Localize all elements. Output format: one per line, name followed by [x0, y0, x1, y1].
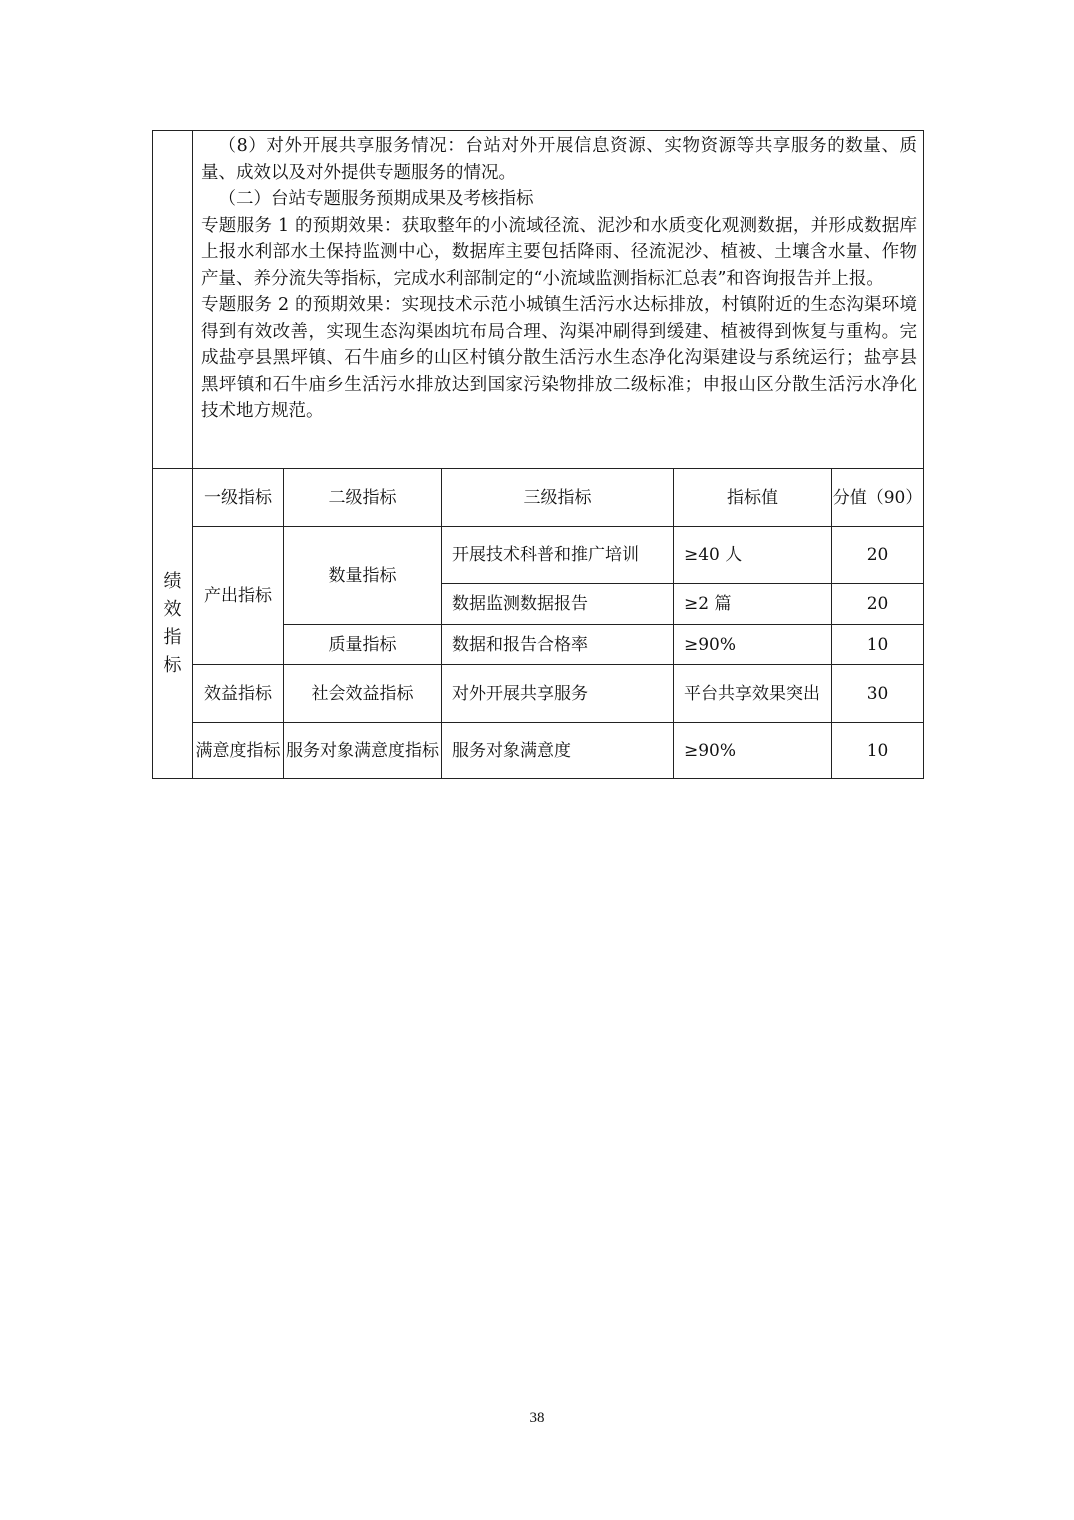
table-cell-level3: 数据和报告合格率: [442, 625, 674, 665]
service-2-paragraph: 专题服务 2 的预期效果：实现技术示范小城镇生活污水达标排放，村镇附近的生态沟渠环境得到有效改善，实现生态沟渠凼坑布局合理、沟渠冲刷得到缓建、植被得到恢复与重构。完成盐亭县黑坪镇、石牛庙乡的山区村镇分散生活污水生态净化沟渠建设与系统运行；盐亭县黑坪镇和石牛庙乡生活污水排放达到国家污染物排放二级标准；申报山区分散生活污水净化技术地方规范。: [201, 295, 918, 421]
table-cell-level3: 对外开展共享服务: [442, 665, 674, 723]
header-score: 分值（90）: [832, 469, 924, 527]
page-number: 38: [529, 1410, 545, 1426]
table-cell-value: ≥40 人: [674, 527, 832, 584]
table-cell-score: 10: [832, 625, 924, 665]
table-cell-value: ≥2 篇: [674, 584, 832, 625]
table-cell-score: 20: [832, 527, 924, 584]
output-indicator-cell: 产出指标: [193, 527, 284, 665]
header-level1: 一级指标: [193, 469, 284, 527]
table-cell-value: ≥90%: [674, 625, 832, 665]
narrative-cell: [193, 131, 924, 469]
header-value: 指标值: [674, 469, 832, 527]
performance-table: [152, 130, 924, 779]
social-benefit-cell: 社会效益指标: [284, 665, 442, 723]
service-satisfaction-cell: 服务对象满意度指标: [284, 723, 442, 779]
benefit-indicator-cell: 效益指标: [193, 665, 284, 723]
table-cell-score: 30: [832, 665, 924, 723]
table-cell-level3: 服务对象满意度: [442, 723, 674, 779]
table-cell-score: 10: [832, 723, 924, 779]
satisfaction-indicator-cell: 满意度指标: [193, 723, 284, 779]
quantity-indicator-cell: 数量指标: [284, 527, 442, 625]
table-cell-level3: 开展技术科普和推广培训: [442, 527, 674, 584]
sharing-service-paragraph: （8）对外开展共享服务情况：台站对外开展信息资源、实物资源等共享服务的数量、质量、成效以及对外提供专题服务的情况。: [201, 136, 918, 183]
table-cell-level3: 数据监测数据报告: [442, 584, 674, 625]
quality-indicator-cell: 质量指标: [284, 625, 442, 665]
table-cell-value: ≥90%: [674, 723, 832, 779]
service-1-paragraph: 专题服务 1 的预期效果：获取整年的小流域径流、泥沙和水质变化观测数据，并形成数据库上报水利部水土保持监测中心，数据库主要包括降雨、径流泥沙、植被、土壤含水量、作物产量、养分流失等指标，完成水利部制定的“小流域监测指标汇总表”和咨询报告并上报。: [201, 215, 918, 289]
header-level3: 三级指标: [442, 469, 674, 527]
table-cell-value: 平台共享效果突出: [674, 665, 832, 723]
performance-indicators-label: 绩 效 指 标: [153, 469, 193, 779]
section-heading: （二）台站专题服务预期成果及考核指标: [218, 189, 534, 209]
narrative-left-cell: [153, 131, 193, 469]
table-cell-score: 20: [832, 584, 924, 625]
header-level2: 二级指标: [284, 469, 442, 527]
